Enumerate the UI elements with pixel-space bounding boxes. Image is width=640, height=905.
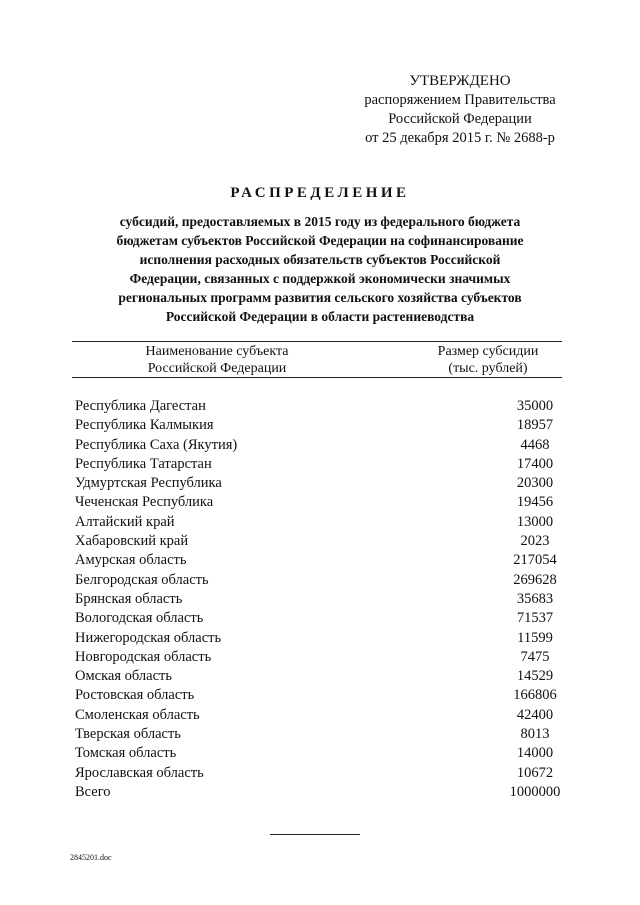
subsidy-amount: 4468: [520, 436, 550, 453]
subsidy-amount: 14529: [516, 668, 554, 685]
subsidy-amount: 7475: [520, 648, 550, 665]
subsidy-amount: 17400: [516, 455, 554, 472]
subsidy-amount: 269628: [513, 571, 557, 588]
subtitle-line: бюджетам субъектов Российской Федерации на софинансирование: [116, 233, 524, 248]
subsidy-amount: 217054: [513, 552, 557, 569]
header-text: Российской Федерации: [147, 361, 287, 376]
subject-name: Омская область: [75, 668, 172, 685]
column-header-subject: [72, 343, 362, 377]
subject-name: Республика Дагестан: [75, 398, 206, 414]
subject-name: Нижегородская область: [75, 629, 222, 646]
table-row: [75, 764, 575, 783]
subject-name: Белгородская область: [75, 571, 209, 588]
subtitle-line: Федерации, связанных с поддержкой экономически значимых: [129, 271, 511, 286]
table-row: [75, 474, 575, 493]
table-row: [75, 590, 575, 609]
table-header-rule: [72, 377, 562, 378]
file-reference: 2845201.doc: [70, 853, 112, 862]
table-row: [75, 648, 575, 667]
table-row: [75, 744, 575, 763]
end-line: [270, 834, 360, 835]
subsidy-amount: 8013: [520, 726, 550, 743]
subsidy-amount: 11599: [517, 629, 553, 646]
subject-name: Всего: [75, 783, 111, 800]
subject-name: Ростовская область: [75, 687, 195, 704]
subsidy-amount: 13000: [516, 513, 554, 530]
subsidy-amount: 18957: [516, 417, 554, 434]
subtitle-line: исполнения расходных обязательств субъектов Российской: [139, 252, 501, 267]
subject-name: Брянская область: [75, 590, 183, 607]
subsidy-amount: 19456: [516, 494, 554, 511]
column-header-amount: [398, 343, 578, 377]
subtitle-line: субсидий, предоставляемых в 2015 году из федерального бюджета: [119, 214, 521, 229]
header-text: Наименование субъекта: [145, 344, 289, 359]
table-row: [75, 667, 575, 686]
header-text: (тыс. рублей): [448, 361, 528, 376]
table-row: [75, 629, 575, 648]
subject-name: Республика Калмыкия: [75, 417, 214, 434]
subsidy-amount: 20300: [516, 475, 554, 492]
subject-name: Тверская область: [75, 726, 181, 743]
subject-name: Новгородская область: [75, 648, 212, 665]
subject-name: Удмуртская Республика: [75, 475, 222, 492]
subsidy-amount: 10672: [516, 764, 554, 781]
subject-name: Вологодская область: [75, 610, 204, 627]
subsidy-amount: 42400: [516, 706, 554, 723]
subsidy-amount: 1000000: [509, 783, 561, 800]
approval-heading: УТВЕРЖДЕНО: [409, 73, 511, 89]
table-row: [75, 571, 575, 590]
approval-block: [330, 72, 590, 148]
table-row: [75, 513, 575, 532]
subject-name: Смоленская область: [75, 706, 200, 723]
subsidy-amount: 71537: [516, 610, 554, 627]
approval-date: от 25 декабря 2015 г. № 2688-р: [365, 130, 555, 146]
table-row: [75, 416, 575, 435]
table-row: [75, 532, 575, 551]
table-row: [75, 493, 575, 512]
subsidy-amount: 35000: [516, 398, 554, 414]
document-subtitle: [60, 212, 580, 326]
approval-line: распоряжением Правительства: [364, 92, 556, 108]
subject-name: Амурская область: [75, 552, 187, 569]
subtitle-line: региональных программ развития сельского хозяйства субъектов: [118, 290, 522, 305]
table-row: [75, 436, 575, 455]
table-row: [75, 455, 575, 474]
subsidy-amount: 2023: [520, 533, 550, 550]
subject-name: Чеченская Республика: [75, 494, 214, 511]
table-row: [75, 783, 575, 802]
subject-name: Республика Татарстан: [75, 455, 212, 472]
header-text: Размер субсидии: [437, 344, 539, 359]
table-row: [75, 609, 575, 628]
subject-name: Ярославская область: [75, 764, 204, 781]
table-row: [75, 397, 575, 416]
subsidy-amount: 166806: [513, 687, 557, 704]
approval-line: Российской Федерации: [388, 111, 532, 127]
table-row: [75, 686, 575, 705]
table-row: [75, 725, 575, 744]
table-row: [75, 706, 575, 725]
subsidy-amount: 35683: [516, 590, 554, 607]
subsidy-amount: 14000: [516, 745, 554, 762]
subject-name: Томская область: [75, 745, 177, 762]
subject-name: Алтайский край: [75, 513, 175, 530]
table-top-rule: [72, 341, 562, 342]
document-title: РАСПРЕДЕЛЕНИЕ: [230, 185, 410, 201]
table-body: [75, 397, 575, 802]
subject-name: Хабаровский край: [75, 533, 189, 550]
subject-name: Республика Саха (Якутия): [75, 436, 238, 453]
subtitle-line: Российской Федерации в области растениеводства: [165, 309, 475, 324]
table-row: [75, 551, 575, 570]
